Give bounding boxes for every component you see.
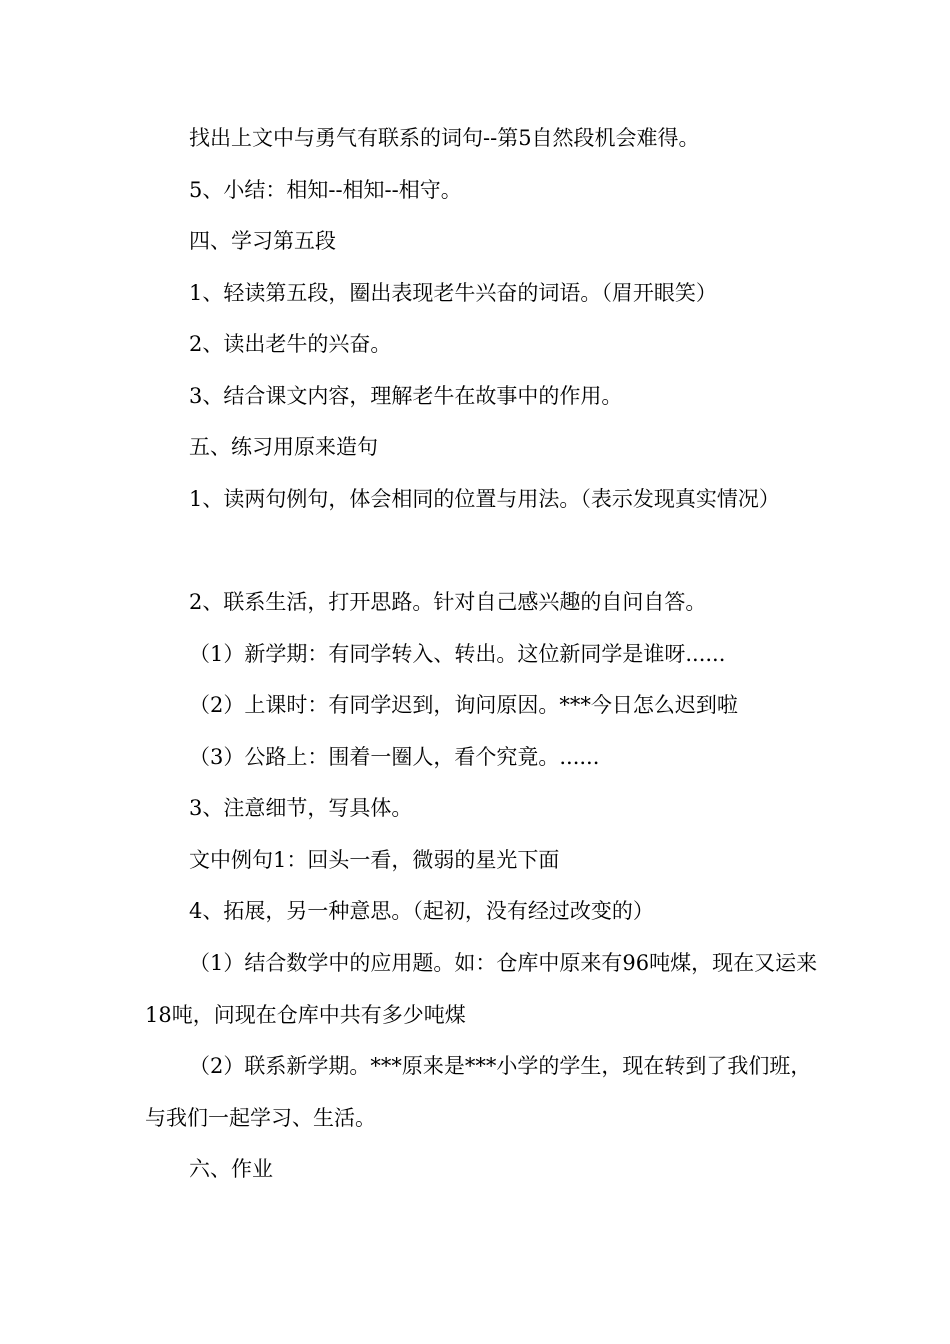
- paragraph-13: 3、注意细节，写具体。: [189, 796, 413, 820]
- paragraph-15: 4、拓展，另一种意思。（起初，没有经过改变的）: [189, 899, 654, 923]
- paragraph-1: 找出上文中与勇气有联系的词句--第5自然段机会难得。: [189, 126, 700, 150]
- heading-section-4: 四、学习第五段: [189, 229, 336, 253]
- paragraph-16: （1）结合数学中的应用题。如：仓库中原来有96吨煤，现在又运来18吨，问现在仓库中共有多少吨煤: [145, 951, 818, 1027]
- paragraph-14: 文中例句1：回头一看，微弱的星光下面: [189, 848, 560, 872]
- heading-section-5: 五、练习用原来造句: [189, 435, 378, 459]
- paragraph-6: 3、结合课文内容，理解老牛在故事中的作用。: [189, 384, 623, 408]
- paragraph-12: （3）公路上：围着一圈人，看个究竟。......: [189, 745, 600, 769]
- paragraph-8: 1、读两句例句，体会相同的位置与用法。（表示发现真实情况）: [189, 487, 780, 511]
- paragraph-2: 5、小结：相知--相知--相守。: [189, 178, 462, 202]
- heading-section-6: 六、作业: [189, 1157, 273, 1181]
- paragraph-17: （2）联系新学期。***原来是***小学的学生，现在转到了我们班，与我们一起学习、生活。: [145, 1054, 812, 1130]
- paragraph-5: 2、读出老牛的兴奋。: [189, 332, 392, 356]
- paragraph-10: （1）新学期：有同学转入、转出。这位新同学是谁呀......: [189, 642, 726, 666]
- paragraph-9: 2、联系生活，打开思路。针对自己感兴趣的自问自答。: [189, 590, 707, 614]
- paragraph-11: （2）上课时：有同学迟到，询问原因。***今日怎么迟到啦: [189, 693, 738, 717]
- paragraph-4: 1、轻读第五段，圈出表现老牛兴奋的词语。（眉开眼笑）: [189, 281, 717, 305]
